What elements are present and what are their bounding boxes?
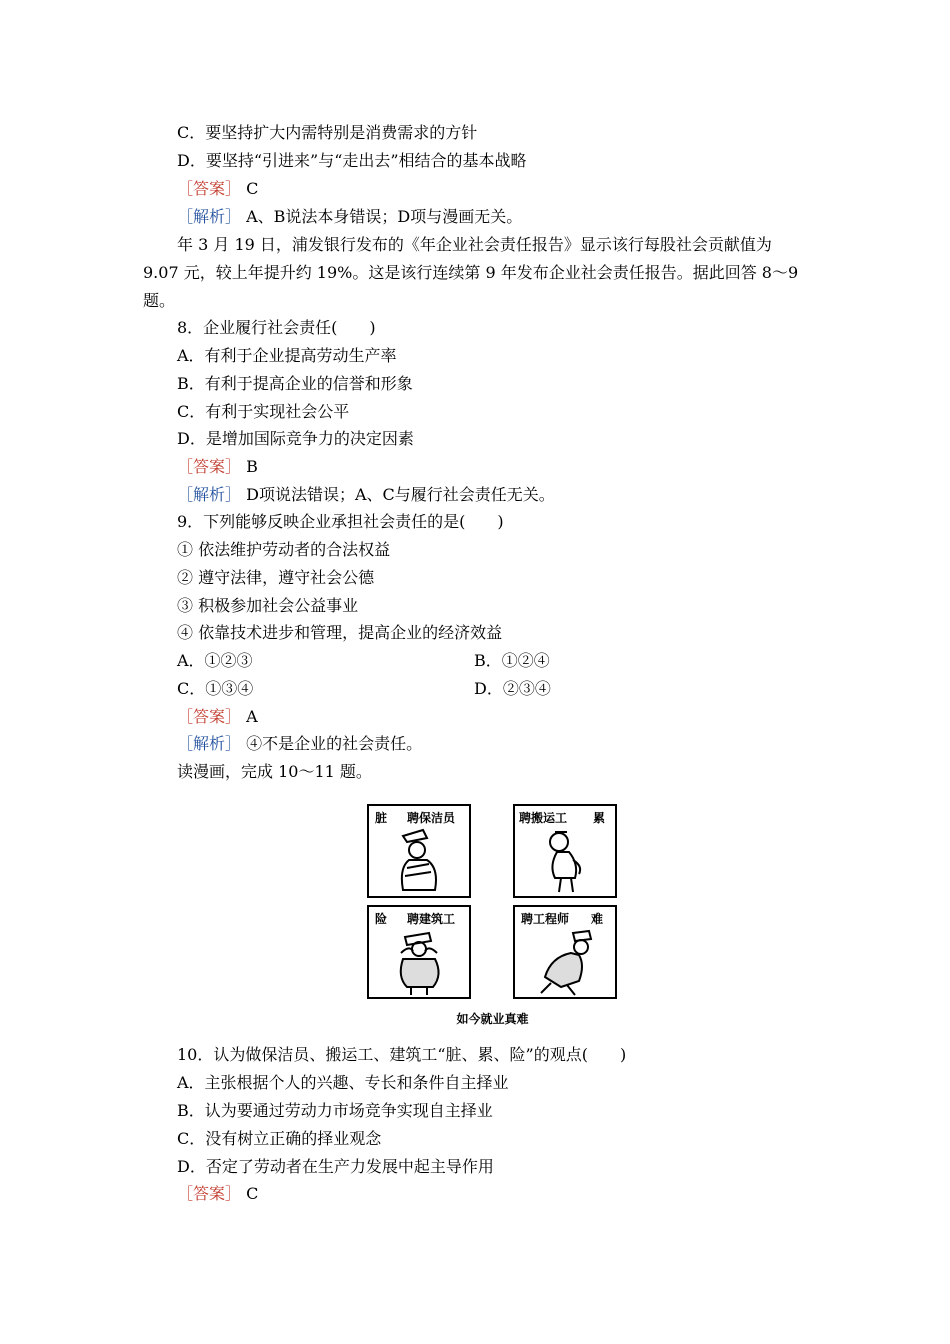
- panel-label-left: 聘搬运工: [519, 811, 568, 825]
- analysis-tag: ［解析］: [177, 207, 242, 226]
- cartoon-intro: 读漫画，完成 10～11 题。: [177, 762, 372, 781]
- q7-option-d: D．要坚持“引进来”与“走出去”相结合的基本战略: [177, 151, 527, 170]
- q9-item-2: ② 遵守法律，遵守社会公德: [177, 568, 375, 587]
- porter-figure-drawing: [515, 806, 615, 896]
- q8-option-c: C．有利于实现社会公平: [177, 402, 350, 421]
- q9-item-1: ① 依法维护劳动者的合法权益: [177, 540, 391, 559]
- q10-option-b: B．认为要通过劳动力市场竞争实现自主择业: [177, 1101, 493, 1120]
- q9-option-c: C．①③④: [177, 679, 254, 698]
- q10-option-c: C．没有树立正确的择业观念: [177, 1129, 382, 1148]
- cleaner-figure-drawing: [369, 806, 469, 896]
- answer-value: A: [246, 707, 258, 726]
- cartoon-panel-engineer: [513, 905, 617, 999]
- q9-analysis: [177, 734, 422, 754]
- cartoon-figure: [365, 802, 620, 1032]
- q10-option-d: D．否定了劳动者在生产力发展中起主导作用: [177, 1157, 494, 1176]
- q9-option-d: D．②③④: [474, 679, 551, 698]
- cartoon-panel-cleaner: [367, 804, 471, 898]
- analysis-text: ④不是企业的社会责任。: [246, 734, 423, 753]
- cartoon-panel-porter: [513, 804, 617, 898]
- panel-label-right: 聘保洁员: [407, 811, 456, 825]
- q8-analysis: [177, 485, 555, 505]
- answer-tag: ［答案］: [177, 1184, 242, 1203]
- answer-value: C: [246, 1184, 259, 1203]
- q10-option-a: A．主张根据个人的兴趣、专长和条件自主择业: [177, 1073, 509, 1092]
- q7-answer: [177, 179, 258, 199]
- passage-line-2: 9.07 元，较上年提升约 19%。这是该行连续第 9 年发布企业社会责任报告。据此回答 8～9: [143, 263, 799, 282]
- q7-option-c: C．要坚持扩大内需特别是消费需求的方针: [177, 123, 478, 142]
- cartoon-panel-builder: [367, 905, 471, 999]
- panel-label-left: 聘工程师: [521, 912, 570, 926]
- panel-label-left: 脏: [375, 811, 388, 825]
- q8-option-d: D．是增加国际竞争力的决定因素: [177, 429, 414, 448]
- passage-line-3: 题。: [143, 291, 176, 310]
- answer-value: C: [246, 179, 259, 198]
- answer-tag: ［答案］: [177, 179, 242, 198]
- analysis-text: D项说法错误；A、C与履行社会责任无关。: [246, 485, 555, 504]
- panel-label-right: 累: [593, 811, 606, 825]
- q9-option-a: A．①②③: [177, 651, 253, 670]
- q9-item-4: ④ 依靠技术进步和管理，提高企业的经济效益: [177, 623, 503, 642]
- answer-tag: ［答案］: [177, 457, 242, 476]
- cartoon-caption: 如今就业真难: [456, 1012, 529, 1026]
- q8-option-a: A．有利于企业提高劳动生产率: [177, 346, 397, 365]
- q8-stem: 8．企业履行社会责任( ): [177, 318, 376, 337]
- panel-label-right: 难: [591, 912, 604, 926]
- answer-value: B: [246, 457, 258, 476]
- engineer-figure-drawing: [515, 907, 615, 997]
- q9-item-3: ③ 积极参加社会公益事业: [177, 596, 359, 615]
- q7-analysis: [177, 207, 522, 227]
- analysis-tag: ［解析］: [177, 734, 242, 753]
- analysis-tag: ［解析］: [177, 485, 242, 504]
- answer-tag: ［答案］: [177, 707, 242, 726]
- q9-option-b: B．①②④: [474, 651, 550, 670]
- q8-answer: [177, 457, 258, 477]
- q8-option-b: B．有利于提高企业的信誉和形象: [177, 374, 413, 393]
- q9-answer: [177, 707, 258, 727]
- panel-label-left: 险: [375, 912, 388, 926]
- q9-stem: 9．下列能够反映企业承担社会责任的是( ): [177, 512, 504, 531]
- analysis-text: A、B说法本身错误；D项与漫画无关。: [246, 207, 523, 226]
- builder-figure-drawing: [369, 907, 469, 997]
- passage-line-1: 年 3 月 19 日，浦发银行发布的《年企业社会责任报告》显示该行每股社会贡献值为: [177, 235, 772, 254]
- panel-label-right: 聘建筑工: [407, 912, 456, 926]
- q10-stem: 10．认为做保洁员、搬运工、建筑工“脏、累、险”的观点( ): [177, 1045, 627, 1064]
- q10-answer: [177, 1184, 258, 1204]
